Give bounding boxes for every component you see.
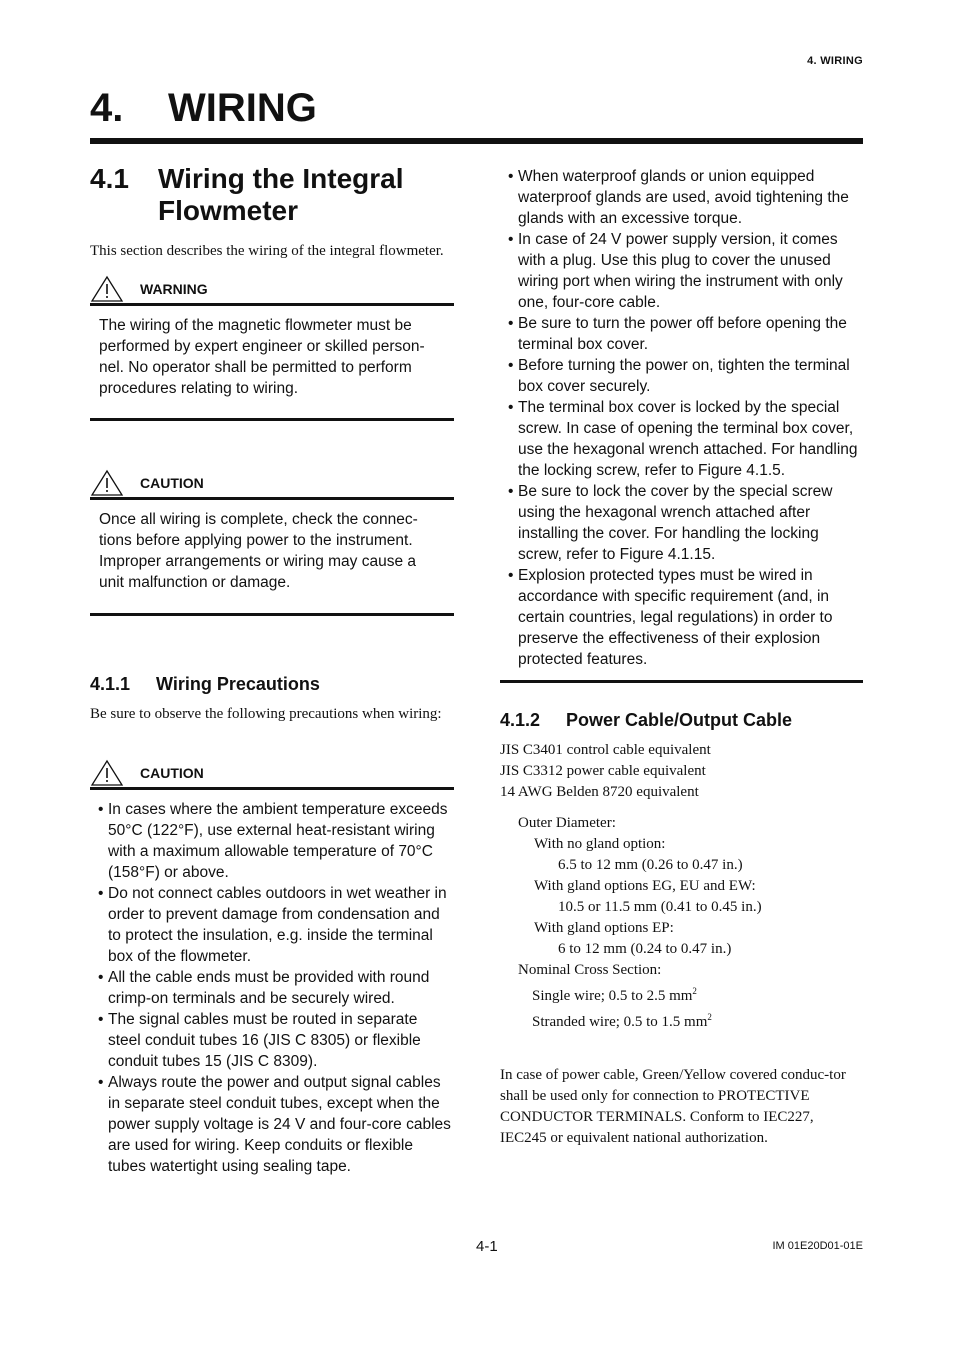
right-column — [500, 166, 863, 1149]
section-4-1-title — [90, 163, 454, 227]
cross-section-label: Nominal Cross Section: — [518, 962, 662, 978]
caution-text: Once all wiring is complete, check the connec-tions before applying power to the instrument. Improper arrangements or wiring may cause a unit malfunction or damage. — [99, 511, 418, 591]
gland-eg-value: 10.5 or 11.5 mm (0.41 to 0.45 in.) — [558, 899, 762, 915]
caution-box-2 — [90, 753, 454, 1177]
document-id: IM 01E20D01-01E — [772, 1240, 863, 1252]
precautions-list-continued — [500, 166, 863, 670]
power-cable-note: In case of power cable, Green/Yellow covered conduc-tor shall be used only for connection to PROTECTIVE CONDUCTOR TERMINALS. Conform to IEC227, IEC245 or equivalent national authorization. — [500, 1067, 846, 1146]
stranded-wire-spec: Stranded wire; 0.5 to 1.5 $mm^2$ — [532, 1012, 712, 1030]
gland-eg-label: With gland options EG, EU and EW: — [534, 878, 756, 894]
list-item: • Be sure to turn the power off before opening the terminal box cover. — [500, 313, 863, 355]
section-4-1-1-title — [90, 673, 454, 695]
list-item: • Always route the power and output signal cables in separate steel conduit tubes, except when the power supply voltage is 24 V and four-core cables are used for wiring. Keep conduits or flexible tubes watertight using sealing tape. — [90, 1072, 454, 1177]
warning-label: WARNING — [140, 281, 208, 297]
page-number: 4-1 — [476, 1238, 498, 1255]
caution-box-1 — [90, 463, 454, 616]
list-item: • The terminal box cover is locked by the special screw. In case of opening the terminal box cover, use the hexagonal wrench attached. For handling the locking screw, refer to Figure 4.1.5. — [500, 397, 863, 481]
list-item: • All the cable ends must be provided with round crimp-on terminals and be securely wired. — [90, 967, 454, 1009]
list-item: • When waterproof glands or union equipped waterproof glands are used, avoid tightening the glands with an excessive torque. — [500, 166, 863, 229]
subsection-intro: Be sure to observe the following precautions when wiring: — [90, 706, 442, 722]
cable-type: 14 AWG Belden 8720 equivalent — [500, 784, 699, 800]
warning-rule-bottom — [90, 418, 454, 421]
gland-ep-value: 6 to 12 mm (0.24 to 0.47 in.) — [558, 941, 732, 957]
chapter-title — [90, 84, 317, 132]
no-gland-value: 6.5 to 12 mm (0.26 to 0.47 in.) — [558, 857, 743, 873]
caution-triangle-icon — [90, 759, 124, 787]
section-intro: This section describes the wiring of the integral flowmeter. — [90, 243, 444, 259]
subsection-title: Wiring Precautions — [156, 674, 320, 694]
precautions-list — [90, 799, 454, 1177]
caution-rule-bottom — [90, 613, 454, 616]
caution-rule-top — [90, 787, 454, 790]
list-item: • In case of 24 V power supply version, it comes with a plug. Use this plug to cover the unused wiring port when wiring the instrument with only one, four-core cable. — [500, 229, 863, 313]
chapter-rule — [90, 138, 863, 144]
warning-box — [90, 269, 454, 421]
cable-spec-block — [500, 740, 863, 1149]
subsection-number: 4.1.2 — [500, 710, 541, 730]
running-header: 4. WIRING — [807, 55, 863, 67]
chapter-title-text: WIRING — [168, 86, 317, 130]
section-number: 4.1 — [90, 163, 129, 194]
cable-type: JIS C3312 power cable equivalent — [500, 763, 706, 779]
caution-triangle-icon — [90, 469, 124, 497]
caution-rule-bottom — [500, 680, 863, 683]
single-wire-spec: Single wire; 0.5 to 2.5 $mm^2$ — [532, 986, 697, 1004]
section-4-1-2-title — [500, 709, 863, 731]
subsection-number: 4.1.1 — [90, 674, 131, 694]
subsection-title: Power Cable/Output Cable — [566, 710, 793, 730]
section-title-line1: Wiring the Integral — [158, 163, 404, 194]
gland-ep-label: With gland options EP: — [534, 920, 674, 936]
caution-label: CAUTION — [140, 765, 204, 781]
list-item: • Explosion protected types must be wired in accordance with specific requirement (and, in certain countries, legal regulations) in order to preserve the effectiveness of their explosion protected features. — [500, 565, 863, 670]
warning-triangle-icon — [90, 275, 124, 303]
chapter-number: 4. — [90, 86, 124, 130]
list-item: • Before turning the power on, tighten the terminal box cover securely. — [500, 355, 863, 397]
caution-label: CAUTION — [140, 475, 204, 491]
cable-type: JIS C3401 control cable equivalent — [500, 742, 711, 758]
outer-diameter-label: Outer Diameter: — [518, 815, 616, 831]
no-gland-label: With no gland option: — [534, 836, 666, 852]
list-item: • Be sure to lock the cover by the special screw using the hexagonal wrench attached after installing the cover. For handling the locking screw, refer to Figure 4.1.15. — [500, 481, 863, 565]
list-item: • Do not connect cables outdoors in wet weather in order to prevent damage from condensation and to protect the insulation, e.g. inside the terminal box of the flowmeter. — [90, 883, 454, 967]
list-item: • In cases where the ambient temperature exceeds 50°C (122°F), use external heat-resistant wiring with a maximum allowable temperature of 70°C (158°F) or above. — [90, 799, 454, 883]
left-column — [90, 160, 454, 1177]
warning-text: The wiring of the magnetic flowmeter must be performed by expert engineer or skilled person-nel. No operator shall be permitted to perform procedures relating to wiring. — [99, 317, 425, 397]
section-title-line2: Flowmeter — [158, 195, 299, 226]
list-item: • The signal cables must be routed in separate steel conduit tubes 16 (JIS C 8305) or flexible conduit tubes 15 (JIS C 8309). — [90, 1009, 454, 1072]
